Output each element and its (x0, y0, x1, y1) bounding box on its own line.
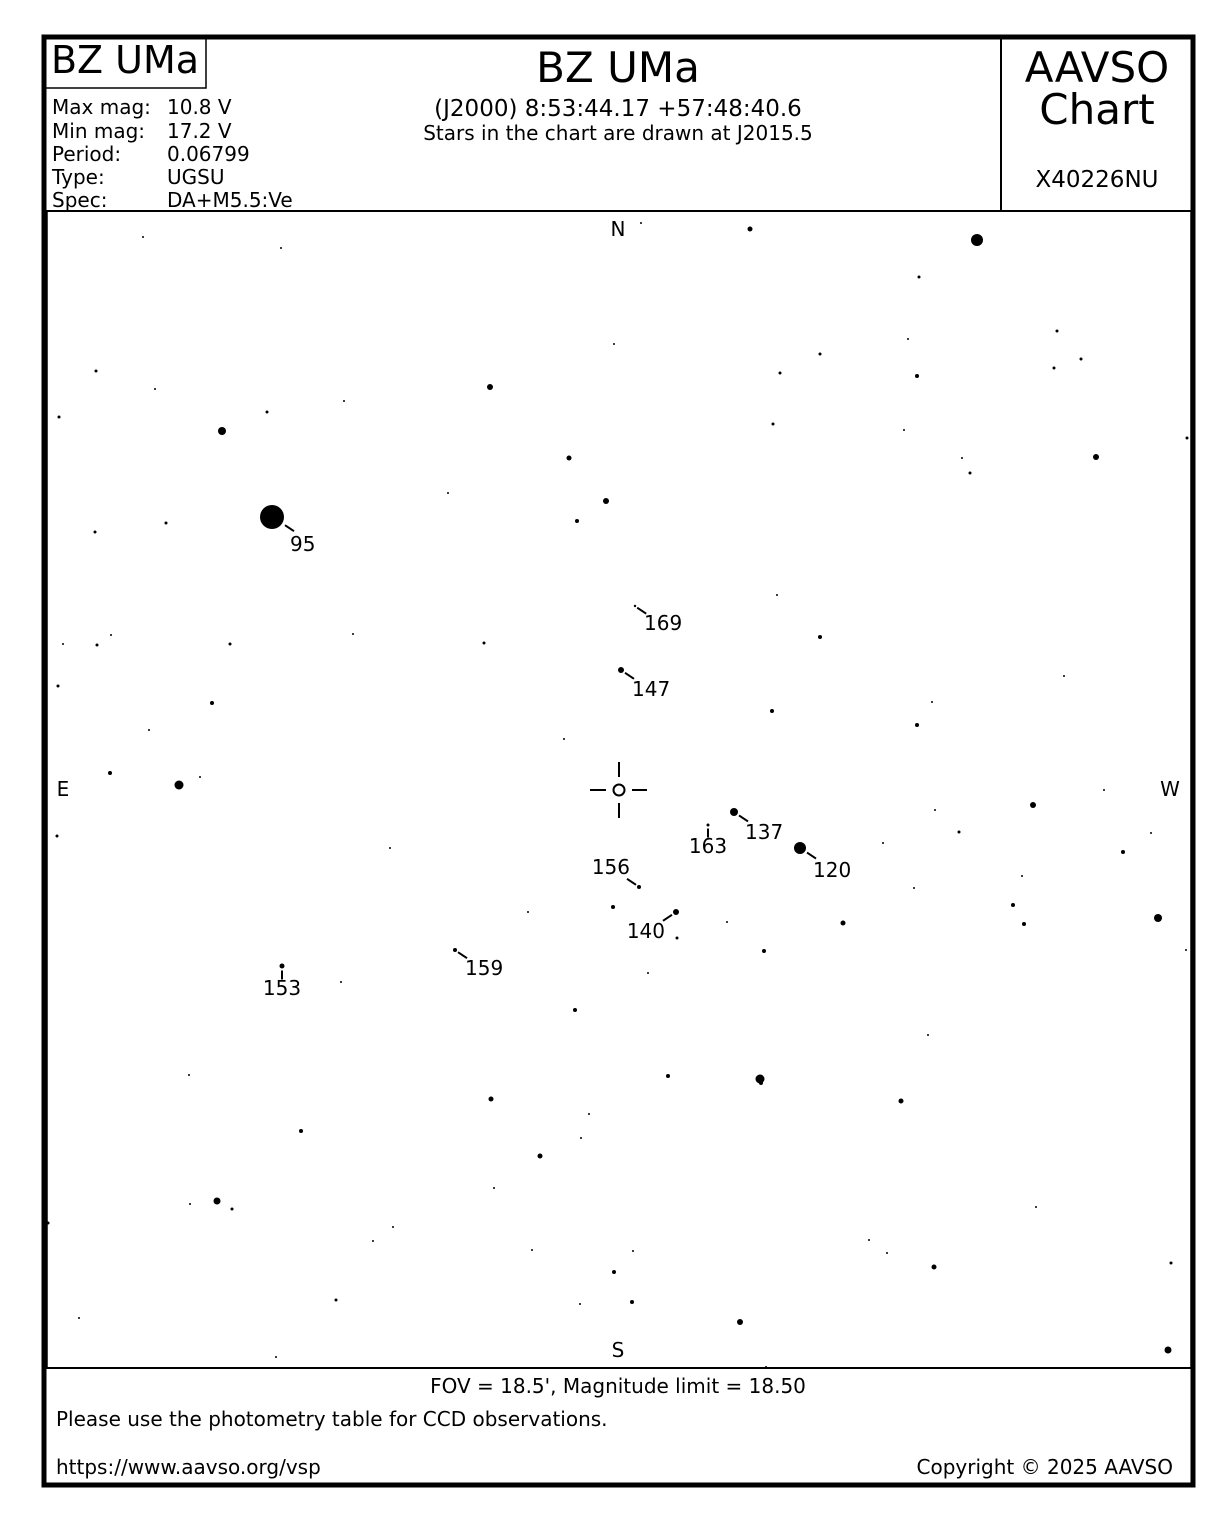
field-star (841, 921, 846, 926)
field-star (108, 771, 112, 775)
field-star (613, 343, 615, 345)
field-star (579, 1303, 581, 1305)
field-star (335, 1299, 338, 1302)
comparison-star-120 (794, 842, 806, 854)
field-star (58, 416, 61, 419)
field-star (343, 400, 345, 402)
field-star (372, 1240, 374, 1242)
comparison-label-120: 120 (813, 858, 852, 882)
field-star (1035, 1206, 1037, 1208)
info-label-period: Period: (52, 142, 122, 166)
field-star (818, 635, 822, 639)
field-star (932, 1265, 937, 1270)
field-star (915, 723, 919, 727)
field-star (612, 1270, 616, 1274)
field-star (640, 222, 642, 224)
comparison-leader-156 (627, 879, 636, 885)
field-star (47, 1222, 50, 1225)
field-star (231, 1208, 234, 1211)
field-star (776, 594, 778, 596)
field-star (218, 427, 226, 435)
field-star (148, 729, 150, 731)
field-star (1053, 367, 1056, 370)
comparison-star-147 (618, 667, 624, 673)
field-star (927, 1034, 929, 1036)
field-star (647, 972, 649, 974)
field-star (961, 457, 963, 459)
field-star (189, 1203, 191, 1205)
field-star (1080, 358, 1083, 361)
comparison-star-163 (707, 824, 710, 827)
field-star (882, 842, 884, 844)
field-star (632, 1250, 634, 1252)
comparison-label-140: 140 (626, 919, 665, 943)
field-star (57, 685, 60, 688)
field-star (1186, 437, 1189, 440)
field-star (210, 701, 214, 705)
field-star (1103, 789, 1105, 791)
field-star (913, 887, 915, 889)
direction-south: S (611, 1338, 625, 1362)
info-value-min-mag: 17.2 V (167, 119, 232, 143)
brand-chart: Chart (1039, 85, 1155, 134)
fov-text: FOV = 18.5', Magnitude limit = 18.50 (430, 1374, 806, 1398)
direction-east: E (56, 777, 70, 801)
comparison-label-159: 159 (465, 956, 504, 980)
field-star (199, 776, 201, 778)
field-star (1063, 675, 1065, 677)
field-star (1030, 802, 1036, 808)
comparison-label-153: 153 (262, 976, 302, 1000)
comparison-star-137 (730, 808, 738, 816)
field-star (588, 1113, 590, 1115)
field-star (1185, 949, 1187, 951)
copyright: Copyright © 2025 AAVSO (916, 1455, 1173, 1479)
field-star (630, 1300, 634, 1304)
field-star (188, 1074, 190, 1076)
field-star (483, 642, 486, 645)
field-star (352, 633, 354, 635)
field-star (958, 831, 961, 834)
field-star (96, 644, 99, 647)
chart-id: X40226NU (1035, 167, 1159, 193)
field-star (1154, 914, 1162, 922)
field-star (165, 522, 168, 525)
field-star (266, 411, 269, 414)
target-marker (590, 762, 647, 818)
field-star (175, 781, 184, 790)
field-star (868, 1239, 870, 1241)
field-star (762, 949, 766, 953)
field-star (563, 738, 565, 740)
comparison-star-95 (260, 505, 284, 529)
field-star (392, 1226, 394, 1228)
field-star (676, 937, 679, 940)
field-star (603, 498, 609, 504)
target-circle (614, 785, 625, 796)
vsp-url: https://www.aavso.org/vsp (56, 1455, 321, 1479)
comparison-star-169 (634, 605, 636, 607)
field-star (1021, 875, 1023, 877)
target-coordinates: (J2000) 8:53:44.17 +57:48:40.6 (434, 96, 802, 122)
field-star (737, 1319, 743, 1325)
comparison-stars (260, 505, 851, 1000)
field-star (493, 1187, 495, 1189)
field-star (527, 911, 529, 913)
field-star (907, 338, 909, 340)
field-star (1165, 1347, 1172, 1354)
field-star (1093, 454, 1099, 460)
field-star (567, 456, 572, 461)
field-star (78, 1317, 80, 1319)
field-star (447, 492, 449, 494)
field-star (538, 1154, 543, 1159)
field-star (759, 1081, 763, 1085)
field-star (903, 429, 905, 431)
info-label-max-mag: Max mag: (52, 95, 151, 119)
field-star (573, 1008, 577, 1012)
comparison-label-169: 169 (644, 611, 683, 635)
field-star (931, 701, 933, 703)
field-star (1056, 330, 1059, 333)
comparison-star-140 (673, 909, 679, 915)
info-value-max-mag: 10.8 V (167, 95, 232, 119)
field-star (726, 921, 728, 923)
field-star (819, 353, 822, 356)
star-info-table (51, 95, 293, 212)
field-star (770, 709, 774, 713)
field-star (56, 835, 59, 838)
field-star (299, 1129, 303, 1133)
info-label-spec: Spec: (52, 188, 108, 212)
field-star (575, 519, 579, 523)
direction-west: W (1160, 777, 1180, 801)
comparison-star-153 (280, 964, 285, 969)
field-star (487, 384, 493, 390)
brand-aavso: AAVSO (1024, 43, 1170, 92)
field-star (229, 643, 232, 646)
field-star (899, 1099, 904, 1104)
field-star (765, 1366, 767, 1368)
outer-frame (44, 37, 1193, 1485)
info-value-spec: DA+M5.5:Ve (167, 188, 293, 212)
field-star (154, 388, 156, 390)
field-star (886, 1252, 888, 1254)
field-star (580, 1137, 582, 1139)
field-star (94, 531, 97, 534)
field-star (666, 1074, 670, 1078)
field-star (489, 1097, 494, 1102)
field-star (611, 905, 615, 909)
field-star (389, 847, 391, 849)
field-star (772, 423, 775, 426)
field-star (779, 372, 782, 375)
field-star (95, 370, 98, 373)
field-star (971, 234, 983, 246)
comparison-label-137: 137 (745, 820, 784, 844)
info-label-min-mag: Min mag: (52, 119, 146, 143)
comparison-leader-95 (285, 525, 294, 531)
comparison-label-156: 156 (591, 855, 630, 879)
field-star (110, 634, 112, 636)
info-value-period: 0.06799 (167, 142, 250, 166)
comparison-label-147: 147 (632, 677, 671, 701)
field-star (62, 643, 64, 645)
field-star (934, 809, 936, 811)
comparison-label-163: 163 (688, 834, 728, 858)
field-star (1121, 850, 1125, 854)
field-star (1150, 832, 1152, 834)
chart-title: BZ UMa (536, 43, 700, 92)
direction-north: N (610, 217, 626, 241)
field-star (748, 227, 753, 232)
field-star (918, 276, 921, 279)
field-star (280, 247, 282, 249)
comparison-star-156 (637, 885, 641, 889)
star-box-name: BZ UMa (50, 38, 200, 82)
epoch-note: Stars in the chart are drawn at J2015.5 (423, 121, 813, 145)
field-star (915, 374, 919, 378)
ccd-note: Please use the photometry table for CCD observations. (56, 1407, 608, 1431)
comparison-label-95: 95 (290, 532, 316, 556)
field-star (1022, 922, 1026, 926)
field-star (142, 236, 144, 238)
field-star (214, 1198, 221, 1205)
field-star (969, 472, 972, 475)
field-star (275, 1356, 277, 1358)
info-value-type: UGSU (167, 165, 225, 189)
field-star (531, 1249, 533, 1251)
field-star (1170, 1262, 1173, 1265)
info-label-type: Type: (52, 165, 105, 189)
comparison-star-159 (453, 948, 457, 952)
field-star (340, 981, 342, 983)
field-star (1011, 903, 1015, 907)
